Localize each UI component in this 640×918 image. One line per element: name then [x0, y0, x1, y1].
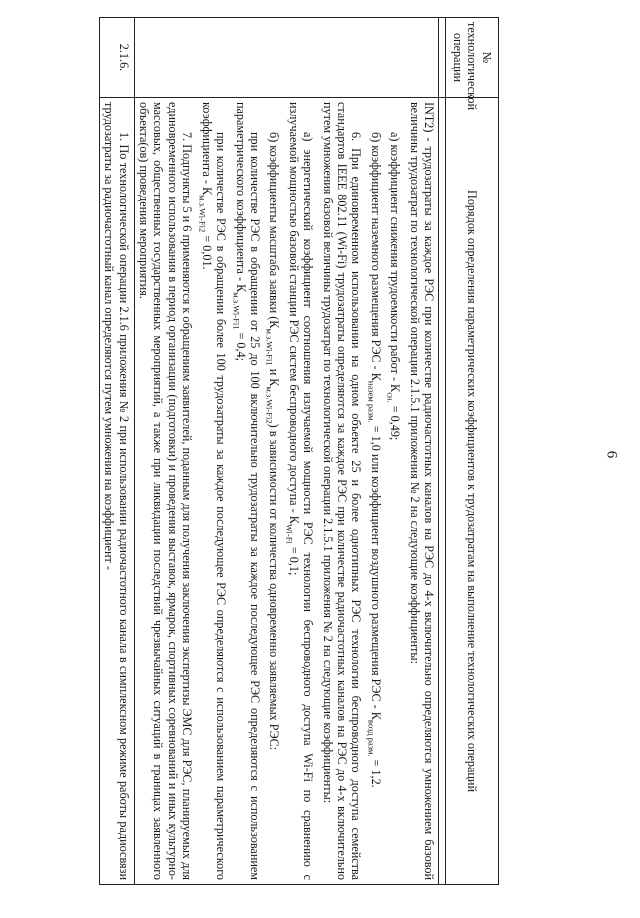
paragraph-item-7: 7. Подпункты 5 и 6 применяются к обращениям заявителей, поданным для получения заключения экспертизы ЭМС для РЭС, планируемых для единовременного использования в период организации (подготовки) и проведения выставок, ярмарок, спортивных соревнований и иных культурно-массовых, общественных государственных мероприятий, а также при ликвидации последствий чрезвычайных ситуаций в границах заявленного объекта(ов) проведения мероприятия.: [137, 102, 195, 880]
table-spacer-row: [439, 18, 446, 885]
paragraph-item-1: 1. По технологической операции 2.1.6 приложения № 2 при использовании радиочастотного канала в симплексном режиме работы радиосвязи трудозатраты за радиочастотный канал определяются путем умножения на коэффициент -: [102, 102, 131, 880]
header-operation-number: № технологической операции: [446, 18, 499, 98]
operation-description: [99, 98, 134, 885]
paragraph-item-6b: б) коэффициенты масштаба заявки ($К_{м.з.Wi-Fi1}$ и $К_{м.з.Wi-Fi2}$) в зависимости от количества одновременно заявляемых РЭС:: [264, 132, 282, 751]
operation-description: [134, 98, 438, 885]
header-description: Порядок определения параметрических коэффициентов к трудозатратам на выполнение технологических операций: [446, 98, 499, 885]
paragraph-item-6a: а) энергетический коэффициент соотношения излучаемой мощности РЭС технологии беспроводного доступа Wi-Fi по сравнению с излучаемой мощностью базовой станции РЭС систем беспроводного доступа - $К_{Wi-Fi} = 0,1$;: [284, 102, 316, 880]
paragraph-item-6b2: при количестве РЭС в обращении более 100 трудозатраты за каждое последующее РЭС определяются с использованием параметрического коэффициента - $К_{м.з.Wi-Fi2} = 0,01$.: [197, 102, 229, 880]
table-row: [134, 18, 438, 885]
table-header-row: [446, 18, 499, 885]
paragraph-intro: INT2) - трудозатраты за каждое РЭС при количестве радиочастотных каналов на РЭС до 4-х включительно определяются умножением базовой величины трудозатрат по технологической операции 2.1.5.1 приложения № 2 на следующие коэффициенты:: [407, 102, 436, 880]
table-row: [99, 18, 134, 885]
operation-code: [134, 18, 438, 98]
paragraph-coef-a: а) коэффициент снижения трудоемкости работ - $К_{сн.} = 0,49$;: [385, 132, 403, 441]
paragraph-coef-b: б) коэффициент наземного размещения РЭС - $К_{назем разм.} = 1,0$ или коэффициент воздушного размещения РЭС - $К_{возд разм.} = 1,2$.: [366, 132, 383, 788]
paragraph-item-6b1: при количестве РЭС в обращении от 25 до 100 включительно трудозатраты за каждое последующее РЭС определяются с использованием параметрического коэффициента - $К_{м.з.Wi-Fi1} = 0,4$;: [231, 102, 262, 880]
landscape-page: [11, 17, 499, 885]
page-number: 6: [603, 450, 620, 459]
paragraph-item-6: 6. При единовременном использовании на одном объекте 25 и более однотипных РЭС технологии беспроводного доступа семейства стандартов IEEE 802.11 (Wi-Fi) трудозатраты определяются за каждое РЭС при количестве радиочастотных каналов на РЭС до 4-х включительно путем умножения базовой величины трудозатрат по технологической операции 2.1.5.1 приложения № 2 на следующие коэффициенты:: [320, 102, 364, 880]
coefficients-table: [99, 17, 499, 885]
operation-code: 2.1.6.: [99, 18, 134, 98]
